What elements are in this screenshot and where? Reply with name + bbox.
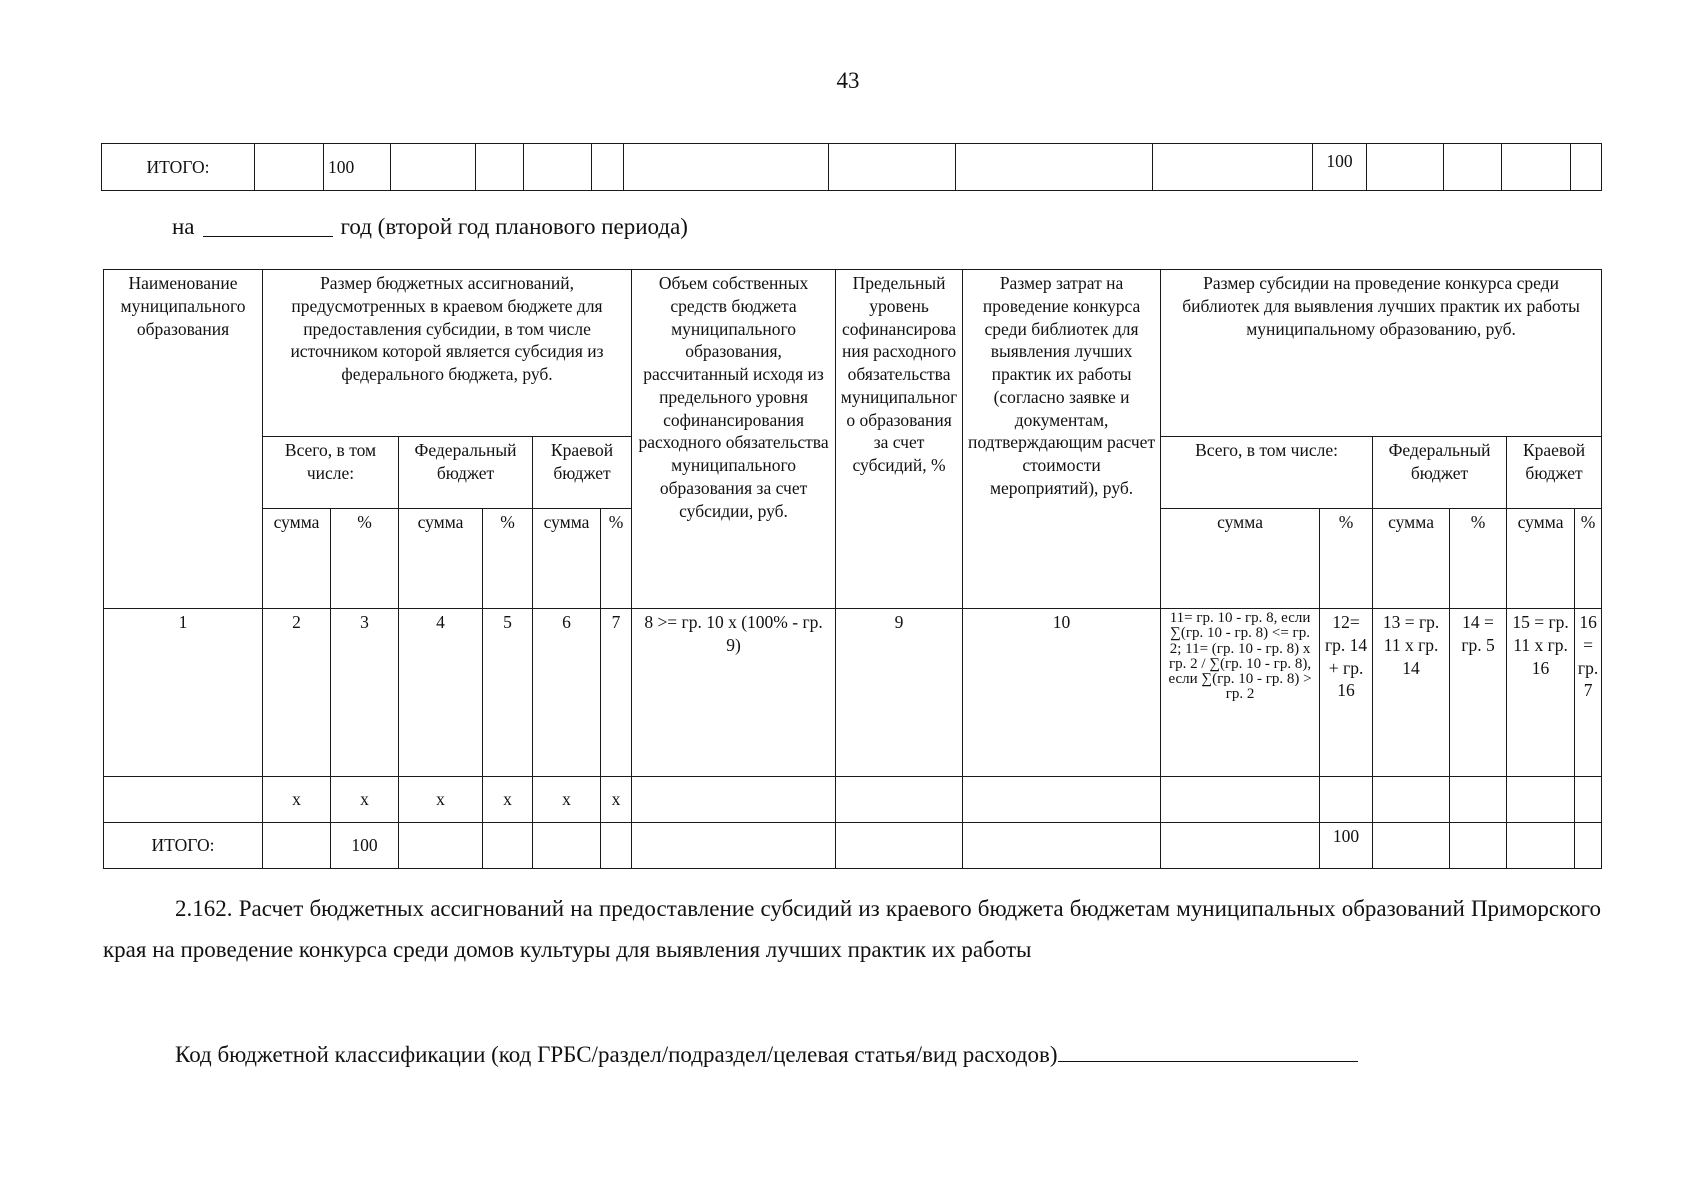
header-federal-2: Федеральный бюджет	[1373, 437, 1507, 509]
prev-total-col12: 100	[1313, 144, 1367, 191]
previous-table-total-row	[101, 143, 1602, 191]
cell	[483, 823, 533, 869]
cell	[524, 144, 592, 191]
col-number-formula: 15 = гр. 11 х гр. 16	[1507, 609, 1575, 777]
kbk-blank	[1058, 1043, 1358, 1062]
cell	[1367, 144, 1444, 191]
cell	[963, 777, 1161, 823]
col-number-formula: 12= гр. 14 + гр. 16	[1320, 609, 1373, 777]
prev-total-col3: 100	[324, 144, 391, 191]
x-mark: х	[483, 777, 533, 823]
col-number: 7	[601, 609, 632, 777]
x-mark: х	[601, 777, 632, 823]
cell	[836, 777, 963, 823]
header-regional-2: Краевой бюджет	[1507, 437, 1602, 509]
header-costs: Размер затрат на проведение конкурса среди библиотек для выявления лучших практик их работы (согласно заявке и документам, подтверждающим расчет стоимости мероприятий), руб.	[963, 270, 1161, 609]
header-own-funds: Объем собственных средств бюджета муниципального образования, рассчитанный исходя из предельного уровня софинансирования расходного обязательства муниципального образования за счет субсидии, руб.	[632, 270, 836, 609]
x-mark: х	[331, 777, 399, 823]
cell	[263, 823, 331, 869]
cell	[533, 823, 601, 869]
col-number: 4	[399, 609, 483, 777]
section-paragraph: 2.162. Расчет бюджетных ассигнований на предоставление субсидий из краевого бюджета бюджетам муниципальных образований Приморского края на проведение конкурса среди домов культуры для выявления лучших практик их работы	[103, 896, 1601, 962]
header-regional-1: Краевой бюджет	[533, 437, 632, 509]
col-number-formula: 16 = гр. 7	[1575, 609, 1602, 777]
header-pct: %	[483, 509, 533, 609]
year-line	[172, 214, 688, 240]
x-mark: х	[399, 777, 483, 823]
cell	[1373, 777, 1450, 823]
cell	[1575, 823, 1602, 869]
col-number-formula: 11= гр. 10 - гр. 8, если ∑(гр. 10 - гр. 8) <= гр. 2; 11= (гр. 10 - гр. 8) х гр. 2 / ∑(гр. 10 - гр. 8), если ∑(гр. 10 - гр. 8) > гр. 2	[1161, 609, 1320, 777]
col-number: 9	[836, 609, 963, 777]
cell	[632, 823, 836, 869]
cell	[1161, 823, 1320, 869]
total-label: ИТОГО:	[104, 823, 263, 869]
x-mark: х	[263, 777, 331, 823]
cell	[624, 144, 829, 191]
subsidy-table	[103, 269, 1602, 869]
header-sum: сумма	[399, 509, 483, 609]
col-number: 1	[104, 609, 263, 777]
header-cofinancing-level: Предельный уровень софинансирования расходного обязательства муниципального образования за счет субсидий, %	[836, 270, 963, 609]
col-number: 10	[963, 609, 1161, 777]
col-number: 3	[331, 609, 399, 777]
prev-total-label: ИТОГО:	[102, 144, 255, 191]
cell	[632, 777, 836, 823]
cell	[1444, 144, 1502, 191]
year-blank	[203, 218, 333, 237]
kbk-label: Код бюджетной классификации (код ГРБС/раздел/подраздел/целевая статья/вид расходов)	[175, 1042, 1058, 1067]
header-municipality: Наименование муниципального образования	[104, 270, 263, 609]
cell	[255, 144, 324, 191]
col-number-formula: 13 = гр. 11 х гр. 14	[1373, 609, 1450, 777]
header-sum: сумма	[533, 509, 601, 609]
cell	[601, 823, 632, 869]
cell	[829, 144, 956, 191]
cell	[1507, 823, 1575, 869]
header-budget-allocations: Размер бюджетных ассигнований, предусмотренных в краевом бюджете для предоставления субсидии, в том числе источником которой является субсидия из федерального бюджета, руб.	[263, 270, 632, 437]
cell	[592, 144, 624, 191]
cell	[1450, 823, 1507, 869]
cell	[1161, 777, 1320, 823]
header-pct: %	[601, 509, 632, 609]
col-number-formula: 14 = гр. 5	[1450, 609, 1507, 777]
cell	[1153, 144, 1313, 191]
col-number-formula: 8 >= гр. 10 х (100% - гр. 9)	[632, 609, 836, 777]
header-sum: сумма	[263, 509, 331, 609]
header-sum: сумма	[1507, 509, 1575, 609]
header-total-incl-1: Всего, в том числе:	[263, 437, 399, 509]
page-number: 43	[836, 68, 860, 93]
header-pct: %	[1320, 509, 1373, 609]
cell	[104, 777, 263, 823]
header-federal-1: Федеральный бюджет	[399, 437, 533, 509]
cell	[1507, 777, 1575, 823]
cell	[1502, 144, 1571, 191]
x-mark: х	[533, 777, 601, 823]
header-subsidy-size: Размер субсидии на проведение конкурса среди библиотек для выявления лучших практик их работы муниципальному образованию, руб.	[1161, 270, 1602, 437]
cell	[1450, 777, 1507, 823]
header-total-incl-2: Всего, в том числе:	[1161, 437, 1373, 509]
total-col12: 100	[1320, 823, 1373, 869]
cell	[956, 144, 1153, 191]
col-number: 6	[533, 609, 601, 777]
col-number: 2	[263, 609, 331, 777]
cell	[1575, 777, 1602, 823]
year-suffix: год (второй год планового периода)	[340, 214, 688, 239]
header-sum: сумма	[1373, 509, 1450, 609]
cell	[391, 144, 476, 191]
cell	[1373, 823, 1450, 869]
cell	[836, 823, 963, 869]
cell	[476, 144, 524, 191]
cell	[399, 823, 483, 869]
header-pct: %	[1575, 509, 1602, 609]
cell	[1571, 144, 1602, 191]
year-prefix: на	[172, 214, 195, 239]
col-number: 5	[483, 609, 533, 777]
cell	[963, 823, 1161, 869]
header-sum: сумма	[1161, 509, 1320, 609]
cell	[1320, 777, 1373, 823]
kbk-line	[175, 1042, 1358, 1068]
total-col3: 100	[331, 823, 399, 869]
header-pct: %	[1450, 509, 1507, 609]
header-pct: %	[331, 509, 399, 609]
